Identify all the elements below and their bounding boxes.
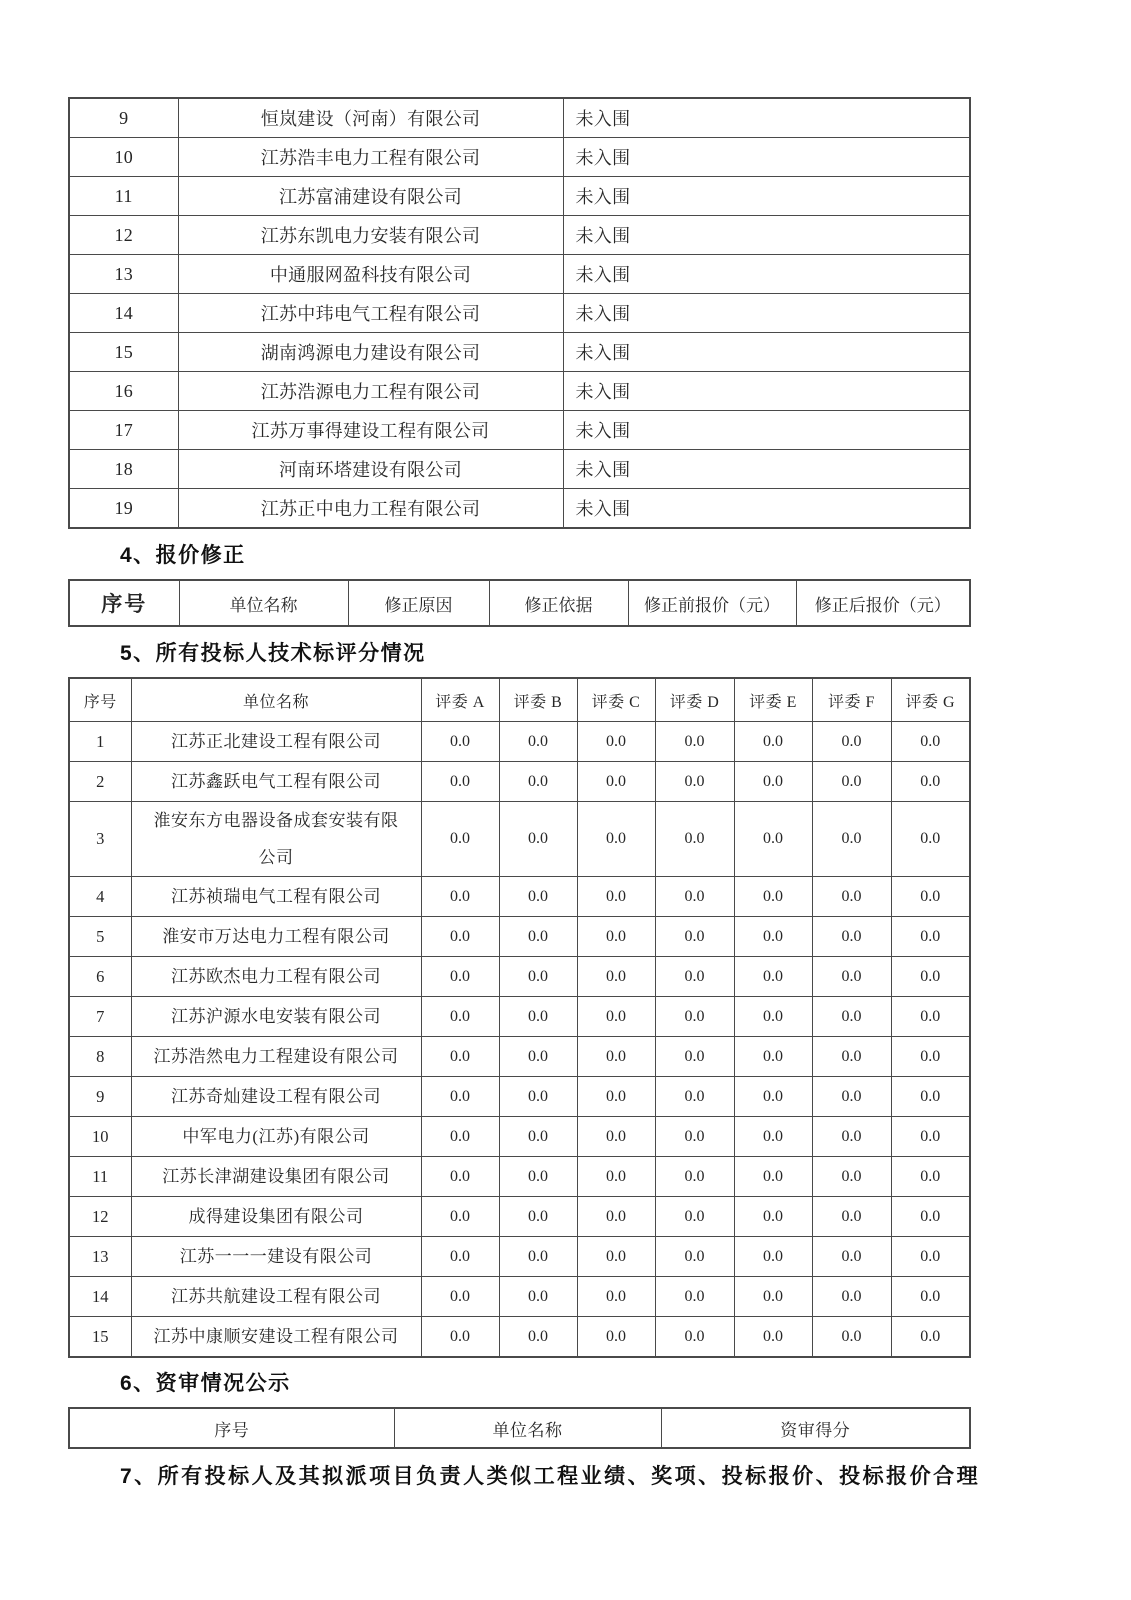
row-number: 1: [69, 722, 131, 762]
score-judge-d: 0.0: [655, 957, 734, 997]
score-judge-c: 0.0: [577, 1317, 655, 1358]
table-row: [69, 722, 970, 762]
section7-heading: 7、所有投标人及其拟派项目负责人类似工程业绩、奖项、投标报价、投标报价合理: [120, 1465, 981, 1488]
score-judge-a: 0.0: [421, 917, 499, 957]
shortlist-status: 未入围: [563, 138, 970, 177]
table-row: [69, 411, 970, 450]
company-name: 江苏祯瑞电气工程有限公司: [131, 877, 421, 917]
score-judge-d: 0.0: [655, 722, 734, 762]
score-judge-g: 0.0: [891, 997, 970, 1037]
score-judge-c: 0.0: [577, 1157, 655, 1197]
score-judge-c: 0.0: [577, 1277, 655, 1317]
row-number: 6: [69, 957, 131, 997]
score-judge-a: 0.0: [421, 1037, 499, 1077]
shortlist-status: 未入围: [563, 372, 970, 411]
score-judge-a: 0.0: [421, 1197, 499, 1237]
column-header-judge-g: 评委 G: [891, 678, 970, 722]
company-name: 成得建设集团有限公司: [131, 1197, 421, 1237]
row-number: 13: [69, 1237, 131, 1277]
score-judge-e: 0.0: [734, 1237, 812, 1277]
score-judge-c: 0.0: [577, 917, 655, 957]
shortlist-status: 未入围: [563, 255, 970, 294]
row-number: 14: [69, 294, 178, 333]
score-judge-d: 0.0: [655, 1197, 734, 1237]
score-judge-a: 0.0: [421, 722, 499, 762]
company-name: 江苏一一一建设有限公司: [131, 1237, 421, 1277]
qualification-review-table: [68, 1407, 971, 1449]
table-row: [69, 450, 970, 489]
score-judge-g: 0.0: [891, 802, 970, 877]
score-judge-d: 0.0: [655, 1077, 734, 1117]
score-judge-b: 0.0: [499, 1277, 577, 1317]
table-row: [69, 294, 970, 333]
score-judge-f: 0.0: [812, 877, 891, 917]
table-row: [69, 255, 970, 294]
section5-heading: 5、所有投标人技术标评分情况: [120, 642, 426, 665]
row-number: 9: [69, 98, 178, 138]
shortlist-status: 未入围: [563, 294, 970, 333]
score-judge-b: 0.0: [499, 997, 577, 1037]
company-name: 江苏万事得建设工程有限公司: [178, 411, 563, 450]
company-name: 江苏浩丰电力工程有限公司: [178, 138, 563, 177]
score-judge-g: 0.0: [891, 1157, 970, 1197]
row-number: 10: [69, 138, 178, 177]
column-header-price-after: 修正后报价（元）: [796, 580, 970, 626]
score-judge-b: 0.0: [499, 722, 577, 762]
column-header-judge-d: 评委 D: [655, 678, 734, 722]
score-judge-a: 0.0: [421, 997, 499, 1037]
column-header-company: 单位名称: [394, 1408, 661, 1448]
company-name: 淮安市万达电力工程有限公司: [131, 917, 421, 957]
column-header-judge-b: 评委 B: [499, 678, 577, 722]
shortlist-status: 未入围: [563, 333, 970, 372]
score-judge-g: 0.0: [891, 1277, 970, 1317]
score-judge-c: 0.0: [577, 1117, 655, 1157]
column-header-seq: 序号: [69, 580, 179, 626]
score-judge-g: 0.0: [891, 957, 970, 997]
score-judge-f: 0.0: [812, 1317, 891, 1358]
score-judge-b: 0.0: [499, 877, 577, 917]
score-judge-a: 0.0: [421, 877, 499, 917]
score-judge-b: 0.0: [499, 1117, 577, 1157]
row-number: 19: [69, 489, 178, 529]
score-judge-c: 0.0: [577, 1037, 655, 1077]
row-number: 2: [69, 762, 131, 802]
row-number: 12: [69, 216, 178, 255]
shortlist-status: 未入围: [563, 411, 970, 450]
company-name: 江苏正中电力工程有限公司: [178, 489, 563, 529]
score-judge-b: 0.0: [499, 957, 577, 997]
score-judge-f: 0.0: [812, 997, 891, 1037]
table-row: [69, 333, 970, 372]
table-row: [69, 177, 970, 216]
row-number: 12: [69, 1197, 131, 1237]
company-name: 湖南鸿源电力建设有限公司: [178, 333, 563, 372]
table-row: [69, 1277, 970, 1317]
company-name: 中军电力(江苏)有限公司: [131, 1117, 421, 1157]
company-name: 江苏浩源电力工程有限公司: [178, 372, 563, 411]
score-judge-g: 0.0: [891, 762, 970, 802]
score-judge-f: 0.0: [812, 917, 891, 957]
score-judge-e: 0.0: [734, 1197, 812, 1237]
row-number: 11: [69, 177, 178, 216]
score-judge-c: 0.0: [577, 1077, 655, 1117]
score-judge-g: 0.0: [891, 1037, 970, 1077]
score-judge-d: 0.0: [655, 802, 734, 877]
score-judge-a: 0.0: [421, 1077, 499, 1117]
score-judge-f: 0.0: [812, 1197, 891, 1237]
score-judge-e: 0.0: [734, 917, 812, 957]
company-name: 河南环塔建设有限公司: [178, 450, 563, 489]
score-judge-d: 0.0: [655, 1037, 734, 1077]
score-judge-a: 0.0: [421, 1277, 499, 1317]
shortlist-status: 未入围: [563, 489, 970, 529]
score-judge-a: 0.0: [421, 1237, 499, 1277]
score-judge-b: 0.0: [499, 1317, 577, 1358]
score-judge-e: 0.0: [734, 877, 812, 917]
table-header-row: [69, 678, 970, 722]
score-judge-b: 0.0: [499, 1157, 577, 1197]
row-number: 16: [69, 372, 178, 411]
score-judge-a: 0.0: [421, 1317, 499, 1358]
company-name: 江苏沪源水电安装有限公司: [131, 997, 421, 1037]
table-row: [69, 1237, 970, 1277]
table-row: [69, 877, 970, 917]
row-number: 3: [69, 802, 131, 877]
company-name: 江苏中玮电气工程有限公司: [178, 294, 563, 333]
score-judge-f: 0.0: [812, 1237, 891, 1277]
score-judge-f: 0.0: [812, 1037, 891, 1077]
score-judge-g: 0.0: [891, 1197, 970, 1237]
score-judge-e: 0.0: [734, 762, 812, 802]
score-judge-d: 0.0: [655, 877, 734, 917]
row-number: 7: [69, 997, 131, 1037]
row-number: 18: [69, 450, 178, 489]
score-judge-a: 0.0: [421, 1117, 499, 1157]
column-header-seq: 序号: [69, 1408, 394, 1448]
score-judge-d: 0.0: [655, 997, 734, 1037]
score-judge-b: 0.0: [499, 1037, 577, 1077]
document-page: [68, 97, 1131, 1490]
row-number: 13: [69, 255, 178, 294]
score-judge-b: 0.0: [499, 1237, 577, 1277]
score-judge-c: 0.0: [577, 762, 655, 802]
row-number: 9: [69, 1077, 131, 1117]
score-judge-a: 0.0: [421, 802, 499, 877]
score-judge-e: 0.0: [734, 1317, 812, 1358]
technical-score-table-body: [69, 722, 970, 1358]
column-header-correction-basis: 修正依据: [489, 580, 628, 626]
table-row: [69, 762, 970, 802]
score-judge-e: 0.0: [734, 1037, 812, 1077]
score-judge-f: 0.0: [812, 1077, 891, 1117]
row-number: 15: [69, 333, 178, 372]
row-number: 5: [69, 917, 131, 957]
score-judge-e: 0.0: [734, 722, 812, 762]
table-row: [69, 1197, 970, 1237]
score-judge-d: 0.0: [655, 1117, 734, 1157]
row-number: 14: [69, 1277, 131, 1317]
score-judge-g: 0.0: [891, 877, 970, 917]
company-name: 江苏共航建设工程有限公司: [131, 1277, 421, 1317]
score-judge-e: 0.0: [734, 1157, 812, 1197]
score-judge-e: 0.0: [734, 1277, 812, 1317]
score-judge-g: 0.0: [891, 1237, 970, 1277]
section4-heading: 4、报价修正: [120, 544, 246, 567]
score-judge-d: 0.0: [655, 762, 734, 802]
table-row: [69, 489, 970, 529]
score-judge-d: 0.0: [655, 1237, 734, 1277]
column-header-judge-f: 评委 F: [812, 678, 891, 722]
price-correction-table: [68, 579, 971, 627]
score-judge-d: 0.0: [655, 917, 734, 957]
score-judge-a: 0.0: [421, 762, 499, 802]
shortlist-status: 未入围: [563, 177, 970, 216]
shortlist-status: 未入围: [563, 216, 970, 255]
shortlist-result-table: [68, 97, 971, 529]
score-judge-e: 0.0: [734, 1077, 812, 1117]
column-header-seq: 序号: [69, 678, 131, 722]
company-name: 江苏长津湖建设集团有限公司: [131, 1157, 421, 1197]
column-header-judge-e: 评委 E: [734, 678, 812, 722]
score-judge-g: 0.0: [891, 722, 970, 762]
column-header-review-score: 资审得分: [661, 1408, 970, 1448]
score-judge-g: 0.0: [891, 1077, 970, 1117]
table-row: [69, 957, 970, 997]
company-name: 江苏浩然电力工程建设有限公司: [131, 1037, 421, 1077]
table-row: [69, 917, 970, 957]
company-name: 江苏鑫跃电气工程有限公司: [131, 762, 421, 802]
score-judge-d: 0.0: [655, 1317, 734, 1358]
shortlist-result-table-body: [69, 98, 970, 528]
table-row: [69, 997, 970, 1037]
score-judge-f: 0.0: [812, 957, 891, 997]
column-header-judge-a: 评委 A: [421, 678, 499, 722]
score-judge-b: 0.0: [499, 802, 577, 877]
table-row: [69, 216, 970, 255]
company-name: 江苏富浦建设有限公司: [178, 177, 563, 216]
table-row: [69, 1317, 970, 1358]
column-header-correction-reason: 修正原因: [348, 580, 489, 626]
column-header-company: 单位名称: [131, 678, 421, 722]
row-number: 17: [69, 411, 178, 450]
score-judge-c: 0.0: [577, 877, 655, 917]
shortlist-status: 未入围: [563, 450, 970, 489]
score-judge-g: 0.0: [891, 917, 970, 957]
company-name: 江苏东凯电力安装有限公司: [178, 216, 563, 255]
table-header-row: [69, 580, 970, 626]
score-judge-b: 0.0: [499, 1077, 577, 1117]
shortlist-status: 未入围: [563, 98, 970, 138]
score-judge-g: 0.0: [891, 1117, 970, 1157]
table-row: [69, 1157, 970, 1197]
table-row: [69, 98, 970, 138]
column-header-judge-c: 评委 C: [577, 678, 655, 722]
score-judge-f: 0.0: [812, 1277, 891, 1317]
company-name: 淮安东方电器设备成套安装有限公司: [131, 802, 421, 877]
company-name: 江苏正北建设工程有限公司: [131, 722, 421, 762]
table-row: [69, 1037, 970, 1077]
row-number: 10: [69, 1117, 131, 1157]
company-name: 江苏中康顺安建设工程有限公司: [131, 1317, 421, 1358]
score-judge-e: 0.0: [734, 1117, 812, 1157]
column-header-price-before: 修正前报价（元）: [628, 580, 796, 626]
score-judge-a: 0.0: [421, 957, 499, 997]
score-judge-g: 0.0: [891, 1317, 970, 1358]
table-header-row: [69, 1408, 970, 1448]
company-name: 恒岚建设（河南）有限公司: [178, 98, 563, 138]
score-judge-c: 0.0: [577, 957, 655, 997]
score-judge-d: 0.0: [655, 1277, 734, 1317]
score-judge-f: 0.0: [812, 762, 891, 802]
score-judge-f: 0.0: [812, 1157, 891, 1197]
table-row: [69, 1117, 970, 1157]
table-row: [69, 138, 970, 177]
table-row: [69, 802, 970, 877]
score-judge-c: 0.0: [577, 802, 655, 877]
score-judge-b: 0.0: [499, 1197, 577, 1237]
score-judge-f: 0.0: [812, 722, 891, 762]
score-judge-e: 0.0: [734, 802, 812, 877]
score-judge-b: 0.0: [499, 762, 577, 802]
table-row: [69, 372, 970, 411]
company-name: 中通服网盈科技有限公司: [178, 255, 563, 294]
company-name: 江苏欧杰电力工程有限公司: [131, 957, 421, 997]
score-judge-f: 0.0: [812, 1117, 891, 1157]
row-number: 15: [69, 1317, 131, 1358]
score-judge-d: 0.0: [655, 1157, 734, 1197]
score-judge-c: 0.0: [577, 722, 655, 762]
column-header-company: 单位名称: [179, 580, 348, 626]
row-number: 8: [69, 1037, 131, 1077]
score-judge-a: 0.0: [421, 1157, 499, 1197]
score-judge-f: 0.0: [812, 802, 891, 877]
company-name: 江苏奇灿建设工程有限公司: [131, 1077, 421, 1117]
row-number: 4: [69, 877, 131, 917]
score-judge-c: 0.0: [577, 1197, 655, 1237]
score-judge-e: 0.0: [734, 997, 812, 1037]
score-judge-b: 0.0: [499, 917, 577, 957]
technical-score-table: [68, 677, 971, 1358]
row-number: 11: [69, 1157, 131, 1197]
score-judge-c: 0.0: [577, 1237, 655, 1277]
section6-heading: 6、资审情况公示: [120, 1372, 291, 1395]
score-judge-e: 0.0: [734, 957, 812, 997]
score-judge-c: 0.0: [577, 997, 655, 1037]
table-row: [69, 1077, 970, 1117]
